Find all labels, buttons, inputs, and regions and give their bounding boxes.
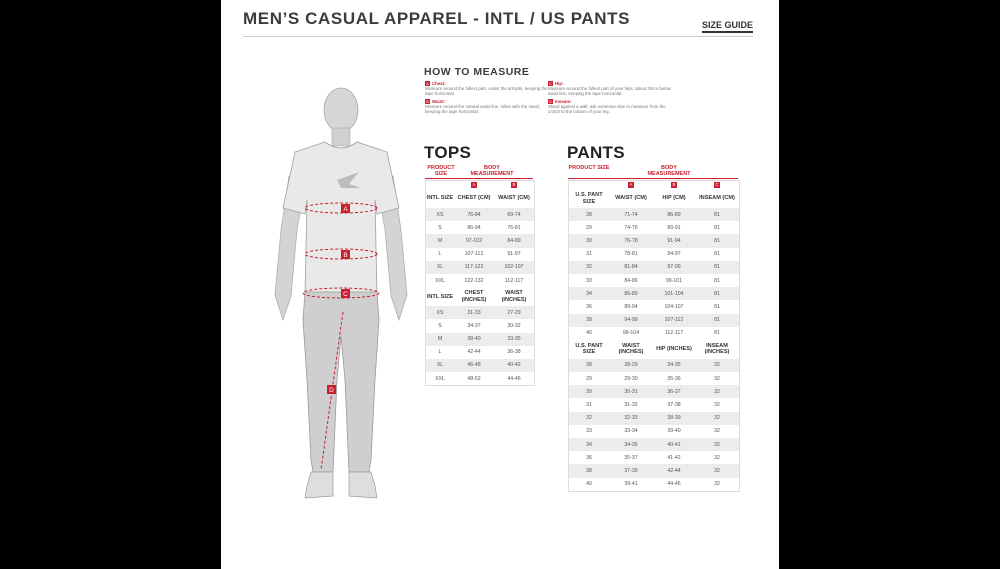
pants-in-cell: 32-33 <box>624 415 638 422</box>
pants-cm-cell: 104-107 <box>664 303 684 310</box>
pants-in-header-cell: HIP (INCHES) <box>656 346 692 353</box>
measure-waist <box>425 99 550 115</box>
tops-cm-row <box>426 261 534 274</box>
tops-cm-cell: 102-107 <box>504 264 524 271</box>
measure-text: Measure around the natural waist line, inline with the navel, keeping the tape horizontal. <box>425 104 541 115</box>
tops-in-cell: 40-42 <box>507 362 521 369</box>
tops-product-size-label: PRODUCT SIZE <box>427 165 455 178</box>
tops-in-cell: 31-33 <box>467 309 481 316</box>
tops-in-row <box>426 346 534 359</box>
pants-cm-row <box>569 208 739 221</box>
pants-cm-cell: 101-104 <box>664 290 684 297</box>
pants-cm-cell: 34 <box>586 290 592 297</box>
pants-in-cell: 32 <box>586 415 592 422</box>
pants-in-cell: 32 <box>714 454 720 461</box>
pants-cm-header-cell: HIP (CM) <box>662 195 686 202</box>
pants-cm-cell: 89-91 <box>667 224 681 231</box>
figure-shirt <box>283 142 399 294</box>
tops-marker-cell <box>494 182 534 188</box>
tops-in-cell: L <box>438 349 442 356</box>
pants-cm-cell: 99-101 <box>665 277 683 284</box>
pants-in-row <box>569 385 739 398</box>
measure-text: Stand against a wall, ask someone else to measure from the crotch to the bottom of your leg. <box>548 104 666 115</box>
pants-cm-row <box>569 327 739 340</box>
pants-product-size-label: PRODUCT SIZE <box>568 165 610 171</box>
measure-title: Chest: <box>432 81 446 86</box>
pants-cm-row <box>569 234 739 247</box>
tops-cm-header-cell: INTL SIZE <box>426 195 454 202</box>
tops-cm-cell: 76-81 <box>507 224 521 231</box>
pants-in-cell: 40-41 <box>667 441 681 448</box>
pants-marker-cell <box>609 182 653 188</box>
tops-cm-row <box>426 234 534 247</box>
pants-cm-cell: 81 <box>714 224 720 231</box>
pants-cm-cell: 81 <box>714 264 720 271</box>
tops-cm-cell: M <box>437 237 443 244</box>
pants-cm-cell: 74-76 <box>624 224 638 231</box>
pants-cm-cell: 40 <box>586 330 592 337</box>
tops-in-cell: 36-38 <box>507 349 521 356</box>
pants-in-header-cell: INSEAM (INCHES) <box>704 343 730 356</box>
pants-cm-cell: 86-89 <box>667 211 681 218</box>
pants-cm-cell: 81 <box>714 237 720 244</box>
pants-in-header-cell: U.S. PANT SIZE <box>575 343 603 356</box>
pants-body-measurement-label: BODY MEASUREMENT <box>647 165 691 178</box>
figure-neck <box>332 128 350 146</box>
pants-table <box>568 180 740 492</box>
tops-cm-cell: XL <box>436 264 444 271</box>
pants-in-cell: 39-41 <box>624 481 638 488</box>
pants-in-cell: 32 <box>714 467 720 474</box>
marker-c-label: C <box>343 291 348 298</box>
pants-cm-cell: 81 <box>714 277 720 284</box>
measure-title: Waist: <box>432 99 446 104</box>
measure-marker: C <box>549 81 552 86</box>
tops-cm-row <box>426 248 534 261</box>
pants-in-cell: 28 <box>586 362 592 369</box>
pants-in-cell: 37-38 <box>667 402 681 409</box>
tops-in-row <box>426 359 534 372</box>
pants-cm-cell: 81-84 <box>624 264 638 271</box>
tops-in-cell: XS <box>436 309 444 316</box>
pants-cm-row <box>569 274 739 287</box>
tops-cm-cell: 112-117 <box>504 277 524 284</box>
page-title: MEN’S CASUAL APPAREL - INTL / US PANTS <box>243 9 631 28</box>
pants-in-cell: 29-30 <box>624 375 638 382</box>
pants-in-cell: 33 <box>586 428 592 435</box>
model-figure <box>261 80 421 510</box>
tops-in-cell: 44-46 <box>507 375 521 382</box>
measure-title: Hip: <box>555 81 564 86</box>
pants-cm-header-cell: INSEAM (CM) <box>699 195 735 202</box>
pants-in-cell: 34-35 <box>667 362 681 369</box>
size-guide-link[interactable]: SIZE GUIDE <box>702 20 753 33</box>
measure-marker: A <box>426 81 429 86</box>
measure-marker: B <box>426 99 429 104</box>
measure-title: Inseam: <box>555 99 572 104</box>
pants-title: PANTS <box>567 143 625 162</box>
pants-column-marker: B <box>672 182 676 187</box>
pants-in-cell: 28-29 <box>624 362 638 369</box>
figure-right-shoe <box>349 472 377 498</box>
pants-cm-cell: 29 <box>586 224 592 231</box>
pants-cm-header-row <box>569 189 739 208</box>
tops-cm-cell: 122-132 <box>464 277 484 284</box>
pants-cm-cell: 81 <box>714 317 720 324</box>
tops-cm-header-cell: CHEST (CM) <box>457 195 491 202</box>
figure-left-shoe <box>305 472 333 498</box>
pants-cm-cell: 31 <box>586 251 592 258</box>
tops-in-row <box>426 333 534 346</box>
pants-red-divider <box>568 178 738 179</box>
pants-cm-cell: 112-117 <box>664 330 684 337</box>
pants-in-row <box>569 451 739 464</box>
pants-in-cell: 36 <box>586 454 592 461</box>
tops-table <box>425 180 535 386</box>
pants-cm-row <box>569 300 739 313</box>
tops-in-cell: 34-37 <box>467 322 481 329</box>
pants-in-cell: 29 <box>586 375 592 382</box>
tops-in-cell: XXL <box>435 375 445 382</box>
marker-b-label: B <box>343 252 348 259</box>
tops-cm-cell: 69-74 <box>507 211 521 218</box>
measure-text: Measure around the fullest part, under the armpits, keeping the tape horizontal. <box>425 86 548 97</box>
pants-in-cell: 30 <box>586 388 592 395</box>
pants-cm-cell: 81 <box>714 211 720 218</box>
pants-cm-cell: 28 <box>586 211 592 218</box>
pants-cm-cell: 81 <box>714 330 720 337</box>
measure-chest <box>425 81 550 97</box>
measure-marker: D <box>549 99 552 104</box>
pants-cm-cell: 81 <box>714 303 720 310</box>
tops-in-cell: 30-32 <box>507 322 521 329</box>
pants-in-header-cell: WAIST (INCHES) <box>618 343 644 356</box>
tops-in-cell: 46-48 <box>467 362 481 369</box>
pants-in-row <box>569 412 739 425</box>
tops-in-cell: 27-29 <box>507 309 521 316</box>
measure-text: Measure around the fullest part of your hips, about 20cm below waist line, keeping the tape horizontal. <box>548 86 671 97</box>
tops-title: TOPS <box>424 143 472 162</box>
pants-cm-cell: 94-97 <box>667 251 681 258</box>
pants-in-header-row <box>569 340 739 359</box>
pants-cm-cell: 86-89 <box>624 290 638 297</box>
header-divider <box>243 36 753 37</box>
pants-cm-cell: 97-99 <box>667 264 681 271</box>
figure-pants <box>303 292 379 472</box>
pants-in-cell: 37-39 <box>624 467 638 474</box>
pants-in-cell: 33-34 <box>624 428 638 435</box>
pants-cm-cell: 89-94 <box>624 303 638 310</box>
tops-cm-row <box>426 274 534 287</box>
tops-cm-cell: XXL <box>435 277 445 284</box>
pants-in-cell: 31 <box>586 402 592 409</box>
pants-cm-cell: 91-94 <box>667 237 681 244</box>
pants-in-cell: 38-39 <box>667 415 681 422</box>
tops-in-header-cell: WAIST (INCHES) <box>501 290 527 303</box>
pants-cm-cell: 30 <box>586 237 592 244</box>
tops-red-divider <box>425 178 533 179</box>
tops-cm-cell: 91-97 <box>507 251 521 258</box>
pants-cm-cell: 81 <box>714 290 720 297</box>
size-guide-page <box>221 0 779 569</box>
pants-in-cell: 32 <box>714 362 720 369</box>
tops-in-cell: 48-52 <box>467 375 481 382</box>
pants-cm-cell: 38 <box>586 317 592 324</box>
tops-cm-cell: 97-102 <box>465 237 483 244</box>
tops-in-header-cell: CHEST (INCHES) <box>461 290 487 303</box>
tops-in-header-cell: INTL SIZE <box>426 293 454 300</box>
pants-in-cell: 31-32 <box>624 402 638 409</box>
pants-in-cell: 35-37 <box>624 454 638 461</box>
tops-in-row <box>426 319 534 332</box>
tops-cm-cell: 107-112 <box>464 251 484 258</box>
tops-cm-cell: S <box>438 224 442 231</box>
pants-in-cell: 36-37 <box>667 388 681 395</box>
pants-in-cell: 30-31 <box>624 388 638 395</box>
pants-cm-cell: 33 <box>586 277 592 284</box>
pants-cm-cell: 71-74 <box>624 211 638 218</box>
pants-cm-cell: 32 <box>586 264 592 271</box>
pants-in-cell: 34-35 <box>624 441 638 448</box>
tops-in-row <box>426 306 534 319</box>
pants-cm-header-cell: WAIST (CM) <box>615 195 647 202</box>
pants-column-marker: A <box>629 182 633 187</box>
pants-cm-cell: 76-78 <box>624 237 638 244</box>
tops-in-cell: XL <box>436 362 444 369</box>
pants-column-marker: C <box>715 182 719 187</box>
pants-marker-cell <box>695 182 739 188</box>
tops-in-cell: S <box>438 322 442 329</box>
tops-marker-cell <box>454 182 494 188</box>
pants-cm-cell: 94-99 <box>624 317 638 324</box>
tops-in-cell: 42-44 <box>467 349 481 356</box>
tops-in-header-row <box>426 287 534 306</box>
pants-in-cell: 40 <box>586 481 592 488</box>
tops-cm-cell: 84-89 <box>507 237 521 244</box>
marker-d-label: D <box>329 387 334 394</box>
pants-in-row <box>569 464 739 477</box>
pants-cm-row <box>569 221 739 234</box>
pants-cm-row <box>569 261 739 274</box>
measure-hip <box>548 81 673 97</box>
pants-in-row <box>569 425 739 438</box>
pants-in-cell: 32 <box>714 428 720 435</box>
tops-cm-row <box>426 208 534 221</box>
pants-in-cell: 44-46 <box>667 481 681 488</box>
pants-marker-row <box>569 181 739 189</box>
tops-cm-row <box>426 221 534 234</box>
tops-cm-cell: 76-84 <box>467 211 481 218</box>
figure-head <box>324 88 358 132</box>
pants-in-row <box>569 438 739 451</box>
pants-cm-row <box>569 314 739 327</box>
tops-in-cell: 33-35 <box>507 336 521 343</box>
pants-in-cell: 34 <box>586 441 592 448</box>
pants-cm-cell: 99-104 <box>622 330 640 337</box>
pants-marker-cell <box>653 182 695 188</box>
pants-in-cell: 42-44 <box>667 467 681 474</box>
tops-column-marker: B <box>512 182 516 187</box>
pants-in-cell: 38 <box>586 467 592 474</box>
pants-in-row <box>569 478 739 491</box>
pants-cm-cell: 107-112 <box>664 317 684 324</box>
pants-cm-row <box>569 248 739 261</box>
pants-cm-cell: 78-81 <box>624 251 638 258</box>
pants-in-row <box>569 359 739 372</box>
tops-in-row <box>426 372 534 385</box>
tops-cm-header-row <box>426 189 534 208</box>
pants-in-cell: 32 <box>714 388 720 395</box>
measure-inseam <box>548 99 673 115</box>
pants-cm-cell: 81 <box>714 251 720 258</box>
pants-in-cell: 39-40 <box>667 428 681 435</box>
tops-cm-cell: 86-94 <box>467 224 481 231</box>
pants-in-cell: 32 <box>714 375 720 382</box>
pants-cm-row <box>569 287 739 300</box>
pants-in-cell: 32 <box>714 402 720 409</box>
pants-cm-header-cell: U.S. PANT SIZE <box>575 192 603 205</box>
tops-cm-cell: XS <box>436 211 444 218</box>
tops-cm-cell: 117-122 <box>464 264 484 271</box>
tops-cm-header-cell: WAIST (CM) <box>498 195 530 202</box>
tops-body-measurement-label: BODY MEASUREMENT <box>470 165 514 178</box>
pants-in-row <box>569 372 739 385</box>
pants-cm-cell: 36 <box>586 303 592 310</box>
pants-in-cell: 32 <box>714 441 720 448</box>
pants-in-row <box>569 398 739 411</box>
how-to-measure-title: HOW TO MEASURE <box>424 66 530 78</box>
tops-column-marker: A <box>472 182 476 187</box>
pants-in-cell: 32 <box>714 415 720 422</box>
pants-cm-cell: 84-86 <box>624 277 638 284</box>
pants-in-cell: 41-42 <box>667 454 681 461</box>
pants-in-cell: 35-36 <box>667 375 681 382</box>
tops-in-cell: 38-40 <box>467 336 481 343</box>
tops-in-cell: M <box>437 336 443 343</box>
tops-marker-row <box>426 181 534 189</box>
marker-a-label: A <box>343 206 348 213</box>
tops-cm-cell: L <box>438 251 442 258</box>
pants-in-cell: 32 <box>714 481 720 488</box>
